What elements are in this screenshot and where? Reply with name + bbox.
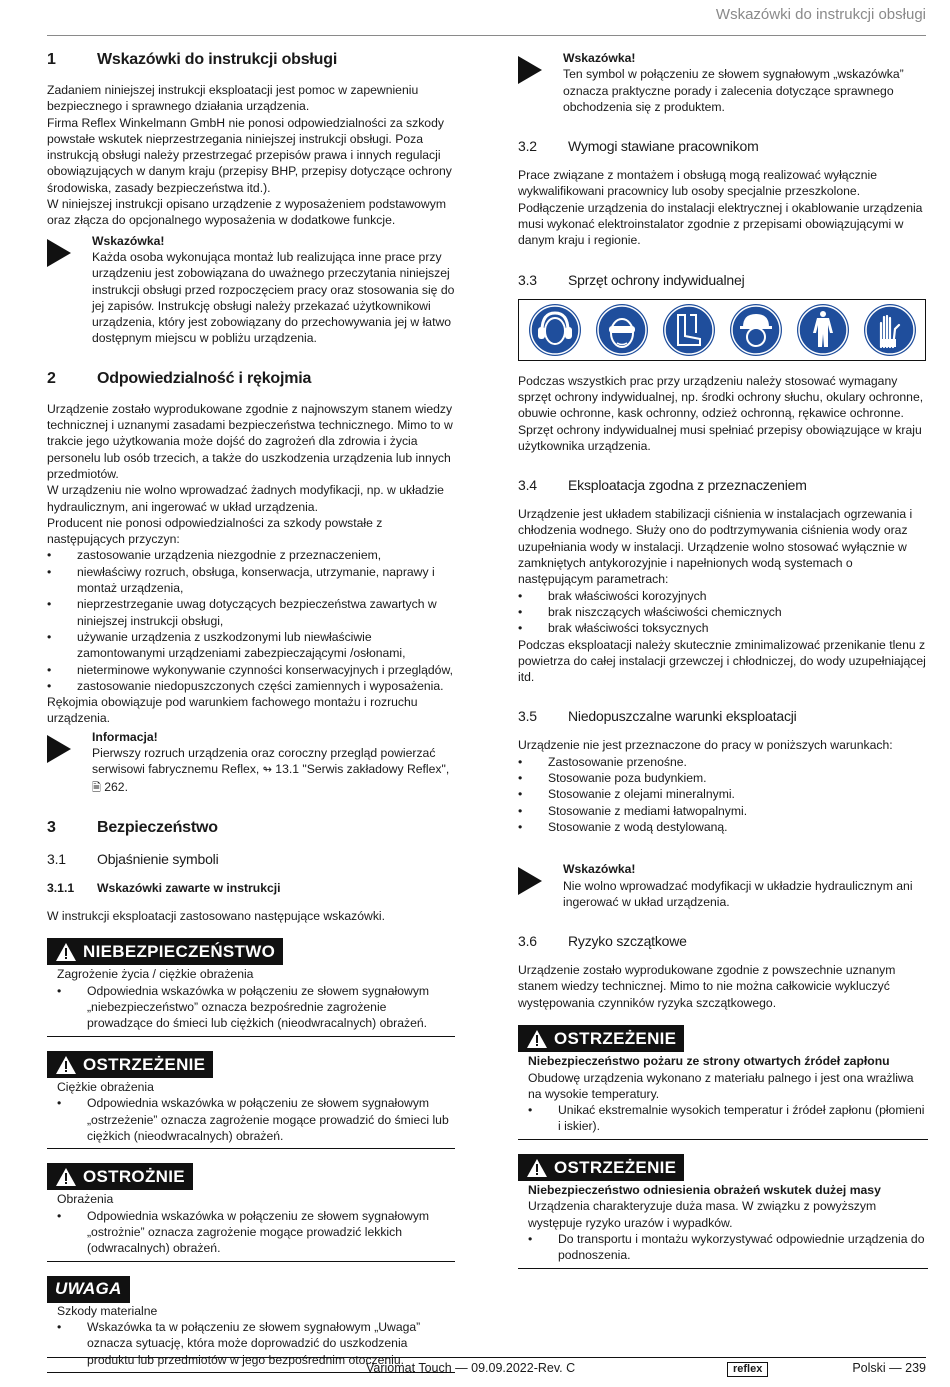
list-item: • Unikać ekstremalnie wysokich temperatur i źródeł zapłonu (płomieni i iskier). (528, 1102, 928, 1135)
s1-note (47, 233, 455, 347)
s35-bullet-list (518, 754, 928, 835)
cross-reference-icon[interactable]: ↬ (262, 764, 272, 777)
list-item: • Stosowanie z olejami mineralnymi. (518, 786, 928, 802)
list-item: • Stosowanie z mediami łatwopalnymi. (518, 803, 928, 819)
section-2-heading: 2 Odpowiedzialność i rękojmia (47, 369, 312, 387)
note-arrow-icon (518, 56, 542, 84)
s1-paragraph-1: Zadaniem niniejszej instrukcji eksploatacji jest pomoc w zapewnieniu bezpiecznego i sprawnego działania urządzenia. (47, 83, 419, 114)
list-item: • zastosowanie urządzenia niezgodnie z przeznaczeniem, (47, 547, 455, 563)
list-item: • używanie urządzenia z uszkodzonymi lub niewłaściwie zamontowanymi urządzeniami zabezpieczającymi /osłonami, (47, 629, 455, 662)
notice-badge: UWAGA (47, 1276, 130, 1303)
warning-triangle-icon (55, 1055, 77, 1075)
s1-paragraph-3: W niniejszej instrukcji opisano urządzenie z wyposażeniem podstawowym oraz złącza do opcjonalnego wyposażenia w dodatkowe funkcje. (47, 197, 446, 228)
list-item: • niewłaściwy rozruch, obsługa, konserwacja, utrzymanie, naprawy i montaż urządzenia, (47, 564, 455, 597)
footer-document-info: Variomat Touch — 09.09.2022-Rev. C (366, 1361, 576, 1375)
s33-paragraph-2: Sprzęt ochrony indywidualnej musi spełniać przepisy obowiązujące w kraju użytkownika urządzenia. (518, 422, 922, 453)
s2-paragraph-4: Rękojmia obowiązuje pod warunkiem fachowego montażu i rozruchu urządzenia. (47, 695, 418, 726)
warning-triangle-icon (55, 1167, 77, 1187)
note-title: Wskazówka! (563, 862, 636, 877)
right-column (518, 50, 928, 1269)
signal-subtitle: Szkody materialne (57, 1303, 158, 1318)
signal-notice (47, 1276, 455, 1373)
note-arrow-icon (518, 867, 542, 895)
note-arrow-icon (47, 735, 71, 763)
page-reference[interactable]: 262. (100, 779, 128, 794)
s34-bullet-list (518, 588, 928, 637)
section-1-heading: 1 Wskazówki do instrukcji obsługi (47, 51, 338, 68)
s32-paragraph-2: Podłączenie urządzenia do instalacji elektrycznej i okablowanie urządzenia musi wykonać elektroinstalator zgodnie z przepisami obowiązującymi w danym kraju i regionie. (518, 200, 923, 248)
list-item: • Zastosowanie przenośne. (518, 754, 928, 770)
section-3-4-heading: 3.4 Eksploatacja zgodna z przeznaczeniem (518, 477, 807, 494)
note-text: Pierwszy rozruch urządzenia oraz coroczny przegląd powierzać serwisowi fabrycznemu Reflex, ↬ 13.1 "Serwis zakładowy Reflex", 🗎 262. (92, 745, 450, 794)
note-title: Wskazówka! (92, 233, 165, 248)
warning-heading: Niebezpieczeństwo pożaru ze strony otwartych źródeł zapłonu (528, 1054, 890, 1069)
safety-glasses-icon (595, 303, 649, 357)
list-item: • Odpowiednia wskazówka w połączeniu ze słowem sygnałowym „ostrożnie” oznacza zagrożenie mogące prowadzić lekkich (odwracalnych) obrażeń. (57, 1208, 455, 1257)
list-item: • Do transportu i montażu wykorzystywać odpowiednie urządzenia do podnoszenia. (528, 1231, 928, 1264)
s2-info-note (47, 729, 455, 796)
reflex-logo: reflex (727, 1362, 768, 1377)
s34-paragraph-1: Urządzenie jest układem stabilizacji ciśnienia w instalacjach ogrzewania i chłodzenia wodnego. Służy ono do podtrzymywania ciśnienia wody oraz uzupełniania wody w instalacji. Urządzenie wolno stosować wyłącznie w zamkniętych antykorozyjnie i napełnionych wodą systemach o następującym parametrach: (518, 507, 913, 587)
list-item: • Stosowanie poza budynkiem. (518, 770, 928, 786)
footer-divider (47, 1357, 926, 1358)
signal-warning (47, 1051, 455, 1149)
s2-paragraph-3: Producent nie ponosi odpowiedzialności za szkody powstałe z następujących przyczyn: (47, 515, 383, 547)
warning-triangle-icon (526, 1158, 548, 1178)
section-3-1-heading: 3.1 Objaśnienie symboli (47, 850, 219, 867)
warning-badge: OSTRZEŻENIE (518, 1025, 684, 1052)
s2-paragraph-2: W urządzeniu nie wolno wprowadzać żadnych modyfikacji, np. w układzie hydraulicznym, ani ingerować w układ urządzenia. (47, 483, 444, 514)
s35-note (518, 861, 928, 910)
residual-risk-warning-weight (518, 1154, 928, 1269)
note-text: Nie wolno wprowadzać modyfikacji w układzie hydraulicznym ani ingerować w układ urządzenia. (563, 878, 913, 909)
list-item: • brak właściwości toksycznych (518, 620, 928, 636)
s36-paragraph-1: Urządzenie zostało wyprodukowane zgodnie z powszechnie uznanym stanem wiedzy technicznej. Mimo to nie można całkowicie wykluczyć występowania czynników ryzyka szczątkowego. (518, 963, 896, 1010)
s2-paragraph-1: Urządzenie zostało wyprodukowane zgodnie z najnowszym stanem wiedzy technicznej i uznanymi zasadami bezpieczeństwa technicznego. Mimo to w trakcie jego użytkowania może dojść do zagrożeń dla zdrowia i życia personelu lub osób trzecich, a także do uszkodzenia urządzenia lub innych przedmiotów. (47, 401, 453, 481)
warning-heading: Niebezpieczeństwo odniesienia obrażeń wskutek dużej masy (528, 1183, 881, 1198)
warning-text: Urządzenia charakteryzuje duża masa. W związku z powyższym występuje ryzyko urazów i wypadków. (528, 1199, 877, 1230)
left-column (47, 50, 455, 1373)
section-3-2-heading: 3.2 Wymogi stawiane pracownikom (518, 138, 759, 155)
list-item: • nieterminowe wykonywanie czynności konserwacyjnych i przeglądów, (47, 662, 455, 678)
helmet-icon (729, 303, 783, 357)
s32-paragraph-1: Prace związane z montażem i obsługą mogą realizować wyłącznie wykwalifikowani pracownicy lub osoby specjalnie przeszkolone. (518, 168, 878, 199)
s3-intro: W instrukcji eksploatacji zastosowano następujące wskazówki. (47, 908, 386, 923)
residual-risk-warning-fire (518, 1025, 928, 1140)
protective-clothing-icon (796, 303, 850, 357)
list-item: • Wskazówka ta w połączeniu ze słowem sygnałowym „Uwaga” oznacza sytuację, która może doprowadzić do uszkodzenia produktu lub przedmiotów w jego bezpośrednim otoczeniu. (57, 1319, 455, 1368)
section-3-5-heading: 3.5 Niedopuszczalne warunki eksploatacji (518, 708, 797, 725)
ppe-icon-row (518, 299, 926, 361)
s33-paragraph-1: Podczas wszystkich prac przy urządzeniu należy stosować wymagany sprzęt ochrony indywidualnej, np. środki ochrony słuchu, okulary ochronne, obuwie ochronne, kask ochronny, odzież ochronną, rękawice ochronne. (518, 373, 924, 421)
section-3-1-1-heading: 3.1.1 Wskazówki zawarte w instrukcji (47, 880, 281, 895)
section-3-3-heading: 3.3 Sprzęt ochrony indywidualnej (518, 271, 745, 288)
note-text: Ten symbol w połączeniu ze słowem sygnałowym „wskazówka” oznacza praktyczne porady i zalecenia dotyczące sprawnego obchodzenia się z produktem. (563, 67, 904, 114)
s2-bullet-list (47, 547, 455, 694)
warning-badge: OSTRZEŻENIE (47, 1051, 213, 1078)
section-3-6-heading: 3.6 Ryzyko szczątkowe (518, 933, 687, 950)
list-item: • zastosowanie niedopuszczonych części zamiennych i wyposażenia. (47, 678, 455, 694)
s1-paragraph-2: Firma Reflex Winkelmann GmbH nie ponosi odpowiedzialności za szkody powstałe wskutek nieprzestrzegania niniejszej instrukcji obsługi. Poza instrukcją obsługi należy przestrzegać przepisów prawa i innych regulacji obowiązujących w danym kraju (przepisy BHP, przepisy dotyczące ochrony środowiska, zasady bezpieczeństwa itd.). (47, 115, 452, 195)
footer-page-number: Polski — 239 (852, 1361, 926, 1375)
signal-caution (47, 1163, 455, 1261)
page-icon: 🗎 (92, 781, 101, 794)
s35-paragraph-1: Urządzenie nie jest przeznaczone do pracy w poniższych warunkach: (518, 738, 893, 753)
signal-danger (47, 938, 455, 1036)
warning-text: Obudowę urządzenia wykonano z materiału palnego i jest ona wrażliwa na wysokie temperatury. (528, 1070, 914, 1101)
signal-subtitle: Ciężkie obrażenia (57, 1079, 154, 1094)
list-item: • brak właściwości korozyjnych (518, 588, 928, 604)
list-item: • Odpowiednia wskazówka w połączeniu ze słowem sygnałowym „niebezpieczeństwo” oznacza bezpośrednie zagrożenie prowadzące do śmieci lub ciężkich (nieodwracalnych) obrażeń. (57, 983, 455, 1032)
list-item: • brak niszczących właściwości chemicznych (518, 604, 928, 620)
signal-subtitle: Obrażenia (57, 1192, 114, 1207)
signal-subtitle: Zagrożenie życia / ciężkie obrażenia (57, 967, 254, 982)
list-item: • nieprzestrzeganie uwag dotyczących bezpieczeństwa zawartych w niniejszej instrukcji obsługi, (47, 596, 455, 629)
note-arrow-icon (47, 239, 71, 267)
page-header-title: Wskazówki do instrukcji obsługi (715, 6, 926, 23)
warning-badge: OSTRZEŻENIE (518, 1154, 684, 1181)
list-item: • Odpowiednia wskazówka w połączeniu ze słowem sygnałowym „ostrzeżenie” oznacza zagrożenie mogące prowadzić do śmieci lub ciężkich (nieodwracalnych) obrażeń. (57, 1095, 455, 1144)
caution-badge: OSTROŻNIE (47, 1163, 193, 1190)
warning-triangle-icon (526, 1029, 548, 1049)
cross-reference-link[interactable]: 13.1 "Serwis zakładowy Reflex", (271, 762, 450, 777)
section-3-heading: 3 Bezpieczeństwo (47, 818, 218, 836)
header-divider (47, 35, 926, 36)
note-text: Każda osoba wykonująca montaż lub realizująca inne prace przy urządzeniu jest zobowiązana do uważnego przeczytania niniejszej instrukcji obsługi przed rozpoczęciem pracy oraz stosowania się do jej zapisów. Instrukcję obsługi należy przekazać użytkownikowi urządzenia, który jest zobowiązany do przechowywania jej w łatwo dostępnym miejscu w pobliżu urządzenia. (92, 249, 455, 346)
warning-triangle-icon (55, 942, 77, 962)
s34-paragraph-2: Podczas eksploatacji należy skutecznie zminimalizować przenikanie tlenu z powietrza do całej instalacji grzewczej i chłodniczej, do wody uzupełniającej itd. (518, 637, 926, 685)
list-item: • Stosowanie z wodą destylowaną. (518, 819, 928, 835)
ear-protection-icon (528, 303, 582, 357)
note-title: Informacja! (92, 729, 158, 744)
danger-badge: NIEBEZPIECZEŃSTWO (47, 938, 283, 965)
s3-note (518, 50, 928, 115)
gloves-icon (863, 303, 917, 357)
note-title: Wskazówka! (563, 51, 636, 65)
safety-boots-icon (662, 303, 716, 357)
